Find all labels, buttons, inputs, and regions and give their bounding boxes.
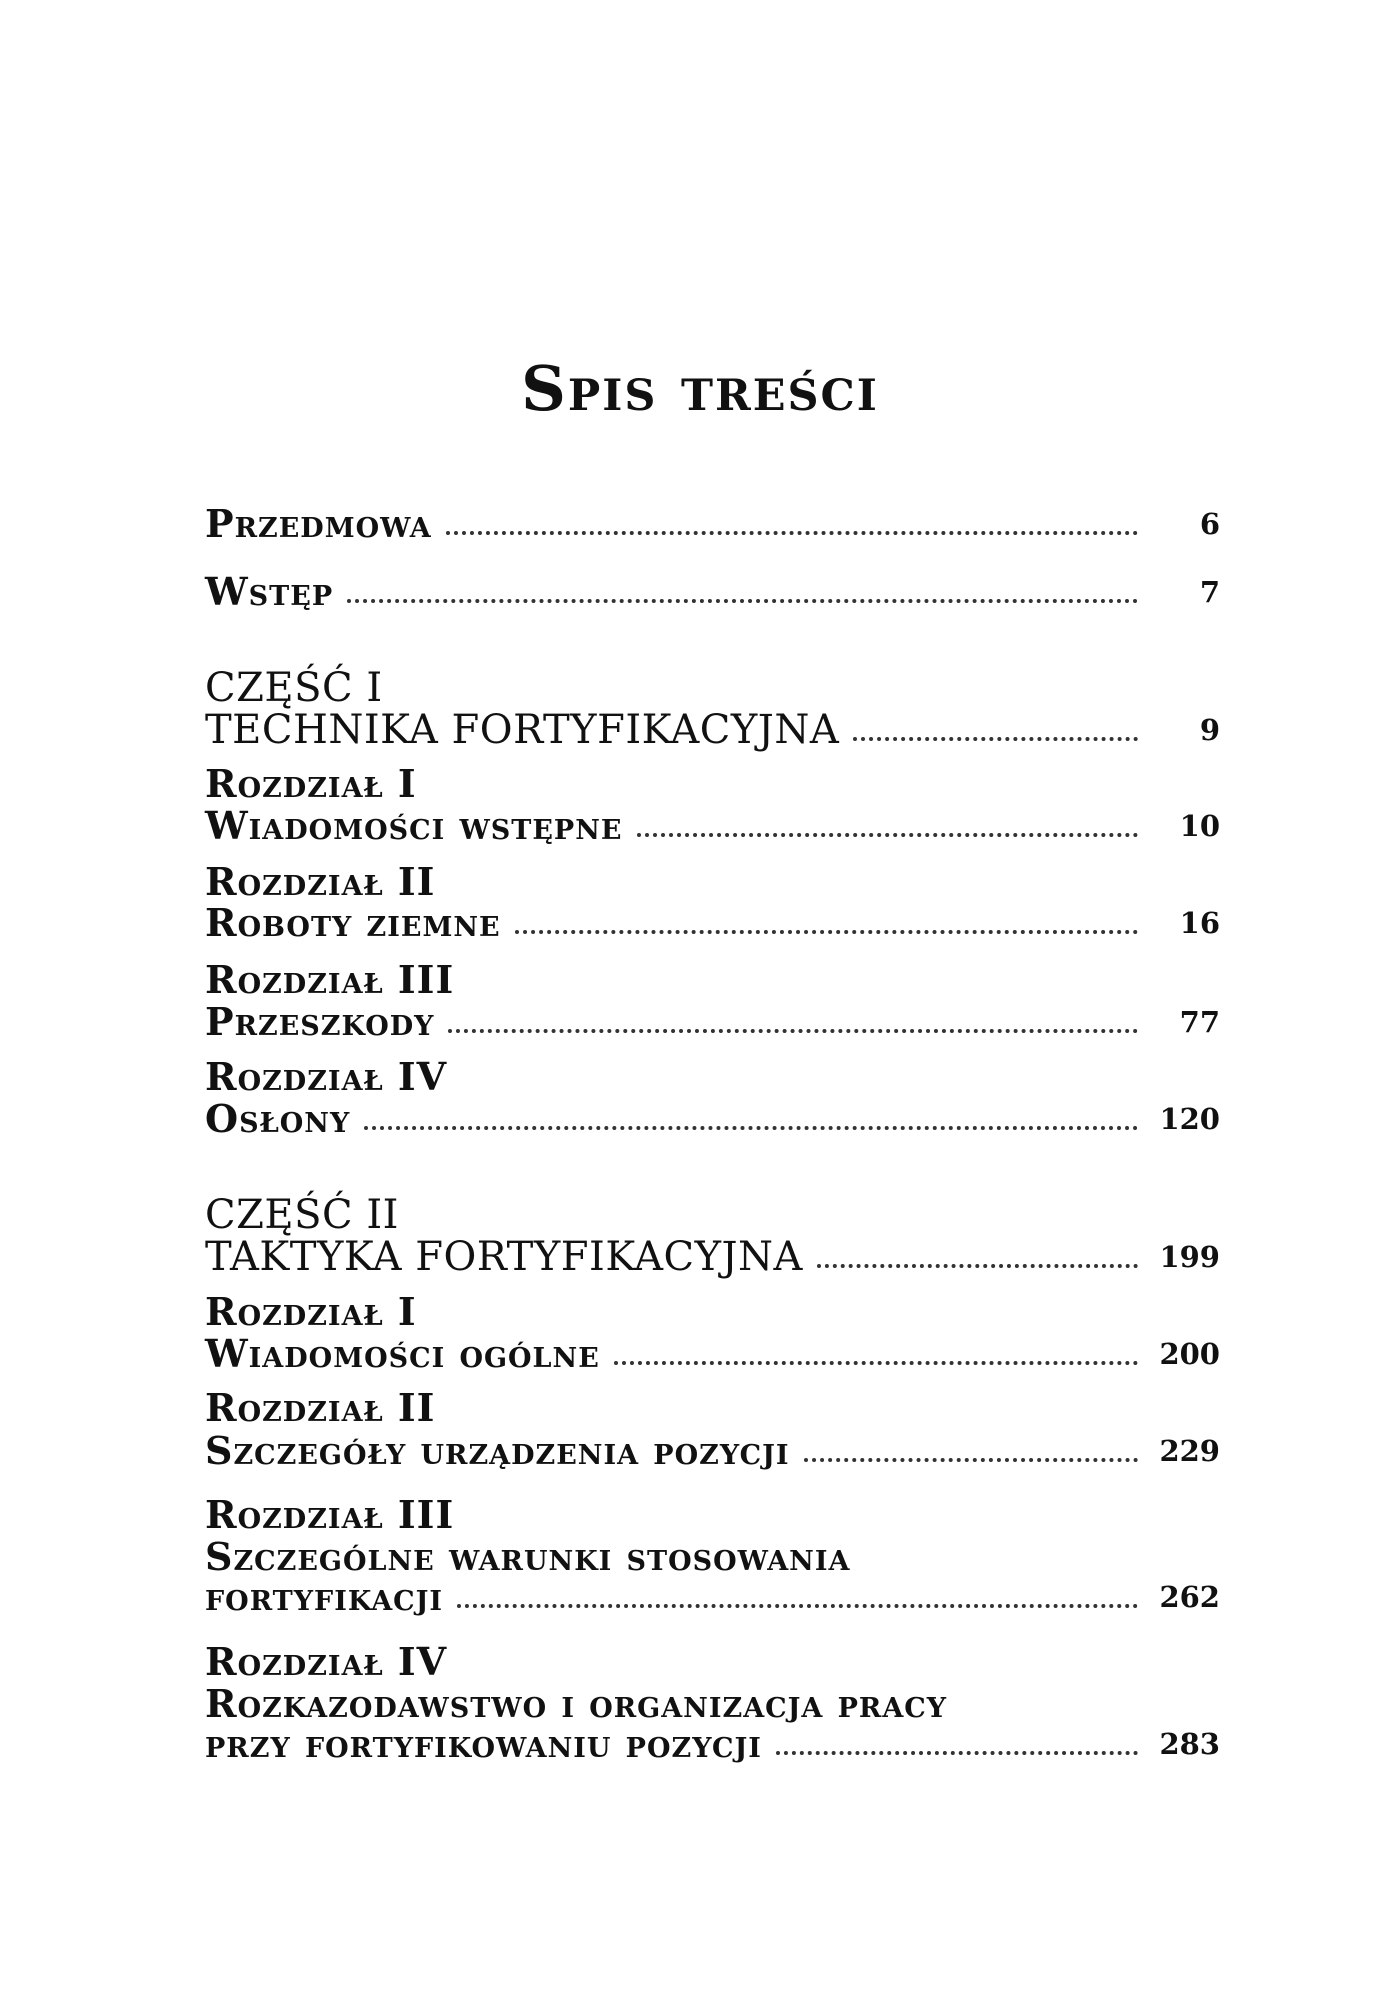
chapter-title-line: Szczególne warunki stosowania	[205, 1534, 851, 1579]
dot-leader	[776, 1751, 1138, 1755]
toc-page-number: 283	[1159, 1727, 1220, 1761]
toc-entry-chapter[interactable]	[205, 1575, 1220, 1619]
toc-page-number: 77	[1179, 1005, 1220, 1039]
toc-entry-chapter[interactable]	[205, 1000, 1220, 1044]
chapter-title: Szczegóły urządzenia pozycji	[205, 1428, 790, 1473]
toc-entry-przedmowa[interactable]	[205, 502, 1220, 546]
toc-entry-chapter[interactable]	[205, 1429, 1220, 1473]
chapter-title: Wiadomości wstępne	[205, 803, 623, 848]
dot-leader	[446, 531, 1138, 535]
toc-entry-label: Przedmowa	[205, 501, 432, 546]
chapter-heading: Rozdział II	[205, 1385, 436, 1430]
toc-page-number: 120	[1159, 1102, 1220, 1136]
toc-entry-chapter[interactable]	[205, 804, 1220, 848]
part-1-title: TECHNIKA FORTYFIKACYJNA	[205, 707, 840, 753]
chapter-heading: Rozdział II	[205, 859, 436, 904]
chapter-heading: Rozdział I	[205, 761, 417, 806]
toc-entry-chapter[interactable]	[205, 1332, 1220, 1376]
toc-page-number: 200	[1159, 1337, 1220, 1371]
chapter-heading: Rozdział IV	[205, 1054, 448, 1099]
dot-leader	[448, 1029, 1138, 1033]
chapter-title: Roboty ziemne	[205, 900, 501, 945]
dot-leader	[457, 1604, 1138, 1608]
toc-entry-label: Wstęp	[205, 569, 334, 614]
toc-entry-wstep[interactable]	[205, 570, 1220, 614]
toc-entry-chapter[interactable]	[205, 1097, 1220, 1141]
toc-page-number: 9	[1199, 713, 1220, 747]
chapter-heading: Rozdział III	[205, 957, 455, 1002]
dot-leader	[347, 599, 1138, 603]
dot-leader	[364, 1126, 1138, 1130]
toc-page-number: 7	[1199, 575, 1220, 609]
chapter-heading: Rozdział III	[205, 1492, 455, 1537]
dot-leader	[637, 833, 1139, 837]
chapter-title: Przeszkody	[205, 999, 435, 1044]
page-title: Spis treści	[521, 352, 879, 425]
toc-entry-part-2[interactable]	[205, 1235, 1220, 1279]
toc-page-number: 10	[1179, 809, 1220, 843]
toc-entry-chapter[interactable]	[205, 1722, 1220, 1766]
toc-page-number: 6	[1199, 507, 1220, 541]
chapter-heading: Rozdział I	[205, 1289, 417, 1334]
toc-page-number: 16	[1179, 906, 1220, 940]
dot-leader	[817, 1264, 1138, 1268]
chapter-title: Wiadomości ogólne	[205, 1331, 600, 1376]
dot-leader	[853, 737, 1138, 741]
dot-leader	[515, 930, 1138, 934]
chapter-title: Osłony	[205, 1096, 351, 1141]
toc-entry-part-1[interactable]	[205, 708, 1220, 752]
toc-page-number: 262	[1159, 1580, 1220, 1614]
chapter-title: fortyfikacji	[205, 1574, 444, 1619]
dot-leader	[804, 1458, 1138, 1462]
chapter-title: przy fortyfikowaniu pozycji	[205, 1721, 762, 1766]
dot-leader	[614, 1361, 1138, 1365]
toc-page-number: 199	[1159, 1240, 1220, 1274]
toc-page-number: 229	[1159, 1434, 1220, 1468]
chapter-title-line: Rozkazodawstwo i organizacja pracy	[205, 1681, 948, 1726]
toc-entry-chapter[interactable]	[205, 901, 1220, 945]
part-2-heading: CZĘŚĆ II	[205, 1192, 399, 1238]
chapter-heading: Rozdział IV	[205, 1639, 448, 1684]
part-2-title: TAKTYKA FORTYFIKACYJNA	[205, 1234, 803, 1280]
part-1-heading: CZĘŚĆ I	[205, 665, 383, 711]
